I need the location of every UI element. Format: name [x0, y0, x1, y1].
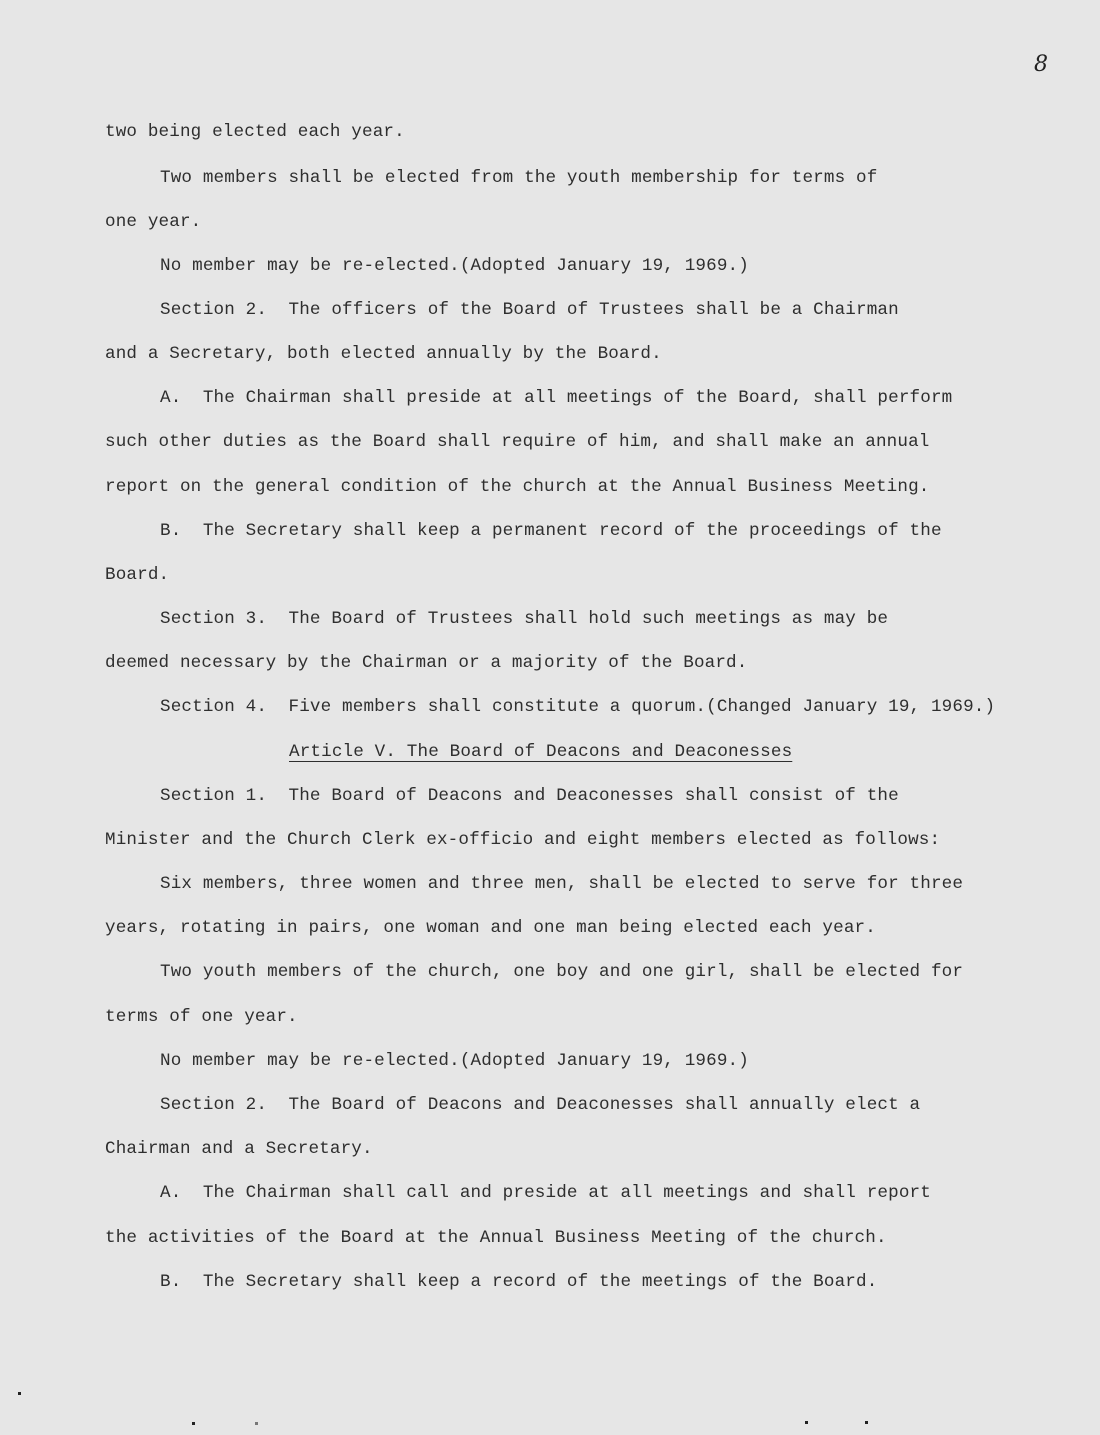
text-line: B. The Secretary shall keep a record of the meetings of the Board. [160, 1272, 878, 1292]
scan-speck [805, 1421, 808, 1424]
text-line: Chairman and a Secretary. [105, 1139, 373, 1159]
section-line: Section 3. The Board of Trustees shall hold such meetings as may be [160, 609, 889, 629]
text-line: A. The Chairman shall preside at all meetings of the Board, shall perform [160, 388, 953, 408]
text-line: No member may be re-elected.(Adopted January 19, 1969.) [160, 1051, 749, 1071]
page-number: 8 [1034, 52, 1048, 77]
scan-speck [18, 1392, 21, 1395]
scan-speck [865, 1421, 868, 1424]
article-heading: Article V. The Board of Deacons and Deaconesses [289, 742, 793, 762]
text-line: such other duties as the Board shall require of him, and shall make an annual [105, 432, 930, 452]
text-line: A. The Chairman shall call and preside at all meetings and shall report [160, 1183, 931, 1203]
text-line: the activities of the Board at the Annual Business Meeting of the church. [105, 1228, 887, 1248]
text-line: Six members, three women and three men, shall be elected to serve for three [160, 874, 964, 894]
text-line: deemed necessary by the Chairman or a majority of the Board. [105, 653, 748, 673]
section-line: Section 4. Five members shall constitute a quorum.(Changed January 19, 1969.) [160, 697, 996, 717]
section-line: Section 2. The Board of Deacons and Deaconesses shall annually elect a [160, 1095, 921, 1115]
section-line: Section 2. The officers of the Board of Trustees shall be a Chairman [160, 300, 899, 320]
text-line: Two members shall be elected from the youth membership for terms of [160, 168, 878, 188]
text-line: and a Secretary, both elected annually by the Board. [105, 344, 662, 364]
text-line: report on the general condition of the church at the Annual Business Meeting. [105, 477, 930, 497]
text-line: two being elected each year. [105, 122, 405, 142]
text-line: Minister and the Church Clerk ex-officio and eight members elected as follows: [105, 830, 941, 850]
text-line: Two youth members of the church, one boy and one girl, shall be elected for [160, 962, 964, 982]
text-line: years, rotating in pairs, one woman and one man being elected each year. [105, 918, 876, 938]
text-line: one year. [105, 212, 202, 232]
text-line: No member may be re-elected.(Adopted January 19, 1969.) [160, 256, 749, 276]
scan-speck [255, 1422, 258, 1425]
section-line: Section 1. The Board of Deacons and Deaconesses shall consist of the [160, 786, 899, 806]
text-line: B. The Secretary shall keep a permanent record of the proceedings of the [160, 521, 942, 541]
text-line: terms of one year. [105, 1007, 298, 1027]
scan-speck [192, 1422, 195, 1425]
text-line: Board. [105, 565, 170, 585]
